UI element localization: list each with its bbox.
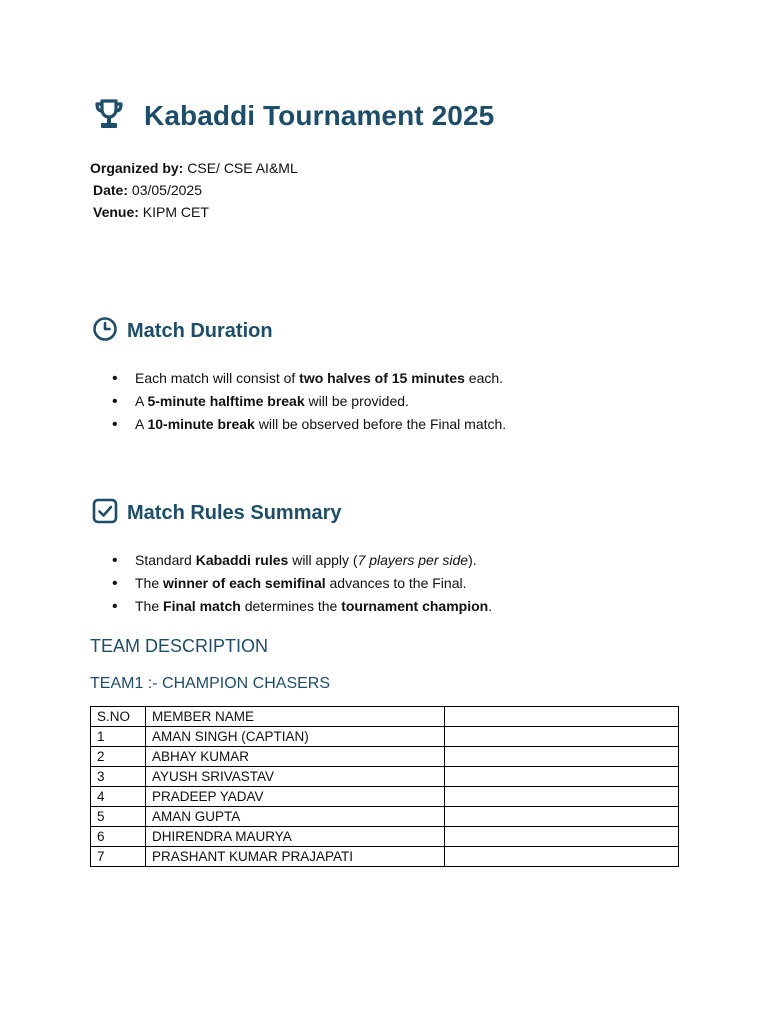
- text-pre: The: [135, 598, 164, 614]
- text-mid: will apply (: [288, 552, 358, 568]
- table-row: [91, 827, 679, 847]
- text-bold: winner of each semifinal: [163, 575, 326, 591]
- organized-label: Organized by:: [90, 160, 184, 176]
- text-post: will be provided.: [304, 393, 409, 409]
- text-post: each.: [464, 370, 504, 386]
- match-rules-heading: [92, 498, 342, 529]
- table-header-row: [91, 707, 679, 727]
- table-cell: 4: [91, 787, 146, 807]
- text-post: will be observed before the Final match.: [254, 416, 507, 432]
- table-cell: 2: [91, 747, 146, 767]
- text-bold: two halves of 15 minutes: [299, 370, 465, 386]
- team-description-heading: TEAM DESCRIPTION: [90, 636, 269, 656]
- page-title: Kabaddi Tournament 2025: [144, 100, 495, 131]
- header-cell: S.NO: [91, 707, 146, 727]
- checkbox-icon: [92, 498, 118, 529]
- list-item: [110, 367, 506, 390]
- table-cell: ABHAY KUMAR: [146, 747, 445, 767]
- event-meta: [90, 157, 298, 223]
- text-bold: 10-minute break: [147, 416, 255, 432]
- text-bold: Final match: [163, 598, 241, 614]
- table-cell: AMAN SINGH (CAPTIAN): [146, 727, 445, 747]
- table-cell: [445, 827, 679, 847]
- header-cell: MEMBER NAME: [146, 707, 445, 727]
- table-cell: [445, 847, 679, 867]
- table-cell: [445, 727, 679, 747]
- table-row: [91, 747, 679, 767]
- table-row: [91, 847, 679, 867]
- title-row: [92, 96, 494, 136]
- list-item: [110, 390, 506, 413]
- text-bold: 5-minute halftime break: [147, 393, 305, 409]
- text-pre: A: [135, 393, 148, 409]
- match-rules-list: [110, 549, 492, 618]
- match-rules-title: Match Rules Summary: [127, 502, 342, 524]
- team1-table: [90, 706, 679, 867]
- table-row: [91, 767, 679, 787]
- table-cell: 6: [91, 827, 146, 847]
- team1-heading: TEAM1 :- CHAMPION CHASERS: [90, 675, 331, 692]
- date-line: [90, 179, 298, 201]
- text-pre: Standard: [135, 552, 196, 568]
- table-row: [91, 807, 679, 827]
- text-pre: The: [135, 575, 164, 591]
- table-cell: DHIRENDRA MAURYA: [146, 827, 445, 847]
- text-italic: 7 players per side: [357, 552, 469, 568]
- header-cell: [445, 707, 679, 727]
- text-pre: Each match will consist of: [135, 370, 300, 386]
- text-bold: tournament champion: [341, 598, 489, 614]
- table-cell: [445, 807, 679, 827]
- list-item: [110, 413, 506, 436]
- text-post: ).: [468, 552, 477, 568]
- table-row: [91, 787, 679, 807]
- table-cell: 5: [91, 807, 146, 827]
- organized-value: CSE/ CSE AI&ML: [187, 160, 298, 176]
- clock-icon: [92, 316, 118, 347]
- table-cell: [445, 787, 679, 807]
- text-bold: Kabaddi rules: [195, 552, 289, 568]
- text-mid: determines the: [240, 598, 342, 614]
- table-cell: [445, 767, 679, 787]
- table-row: [91, 727, 679, 747]
- text-pre: A: [135, 416, 148, 432]
- list-item: [110, 549, 492, 572]
- venue-label: Venue:: [93, 204, 139, 220]
- match-duration-list: [110, 367, 506, 436]
- match-duration-title: Match Duration: [127, 320, 273, 342]
- trophy-icon: [92, 97, 126, 136]
- table-cell: AYUSH SRIVASTAV: [146, 767, 445, 787]
- table-cell: PRASHANT KUMAR PRAJAPATI: [146, 847, 445, 867]
- match-duration-heading: [92, 316, 273, 347]
- venue-line: [90, 201, 298, 223]
- table-cell: 1: [91, 727, 146, 747]
- table-cell: 7: [91, 847, 146, 867]
- organized-by-line: [90, 157, 298, 179]
- table-cell: AMAN GUPTA: [146, 807, 445, 827]
- date-label: Date:: [93, 182, 129, 198]
- text-post: advances to the Final.: [325, 575, 467, 591]
- table-cell: PRADEEP YADAV: [146, 787, 445, 807]
- table-cell: 3: [91, 767, 146, 787]
- list-item: [110, 572, 492, 595]
- table-cell: [445, 747, 679, 767]
- text-post: .: [488, 598, 493, 614]
- list-item: [110, 595, 492, 618]
- venue-value: KIPM CET: [142, 204, 209, 220]
- date-value: 03/05/2025: [131, 182, 202, 198]
